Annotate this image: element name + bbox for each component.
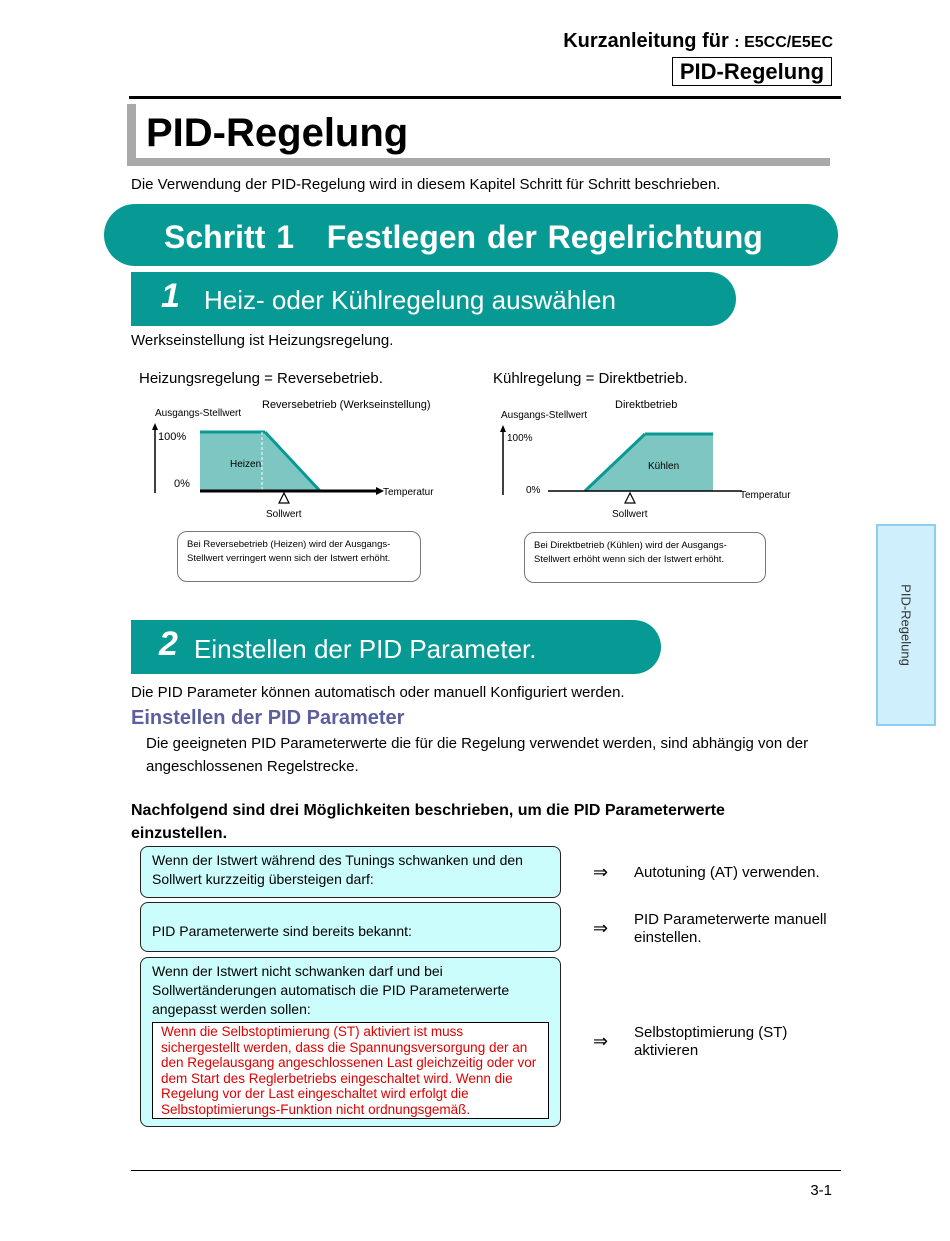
heating-marker-label: Sollwert: [266, 509, 302, 520]
cooling-y-top: 100%: [507, 433, 533, 444]
sub-title-2: Einstellen der PID Parameter.: [194, 634, 537, 664]
page-number: 3-1: [810, 1182, 832, 1199]
cooling-diagram: [490, 392, 810, 532]
methods-heading-line2: einzustellen.: [131, 825, 228, 842]
option-1-result: Autotuning (AT) verwenden.: [634, 864, 820, 881]
sub-number-1: 1: [161, 277, 180, 315]
cooling-area-label: Kühlen: [648, 461, 680, 472]
cooling-heading: Kühlregelung = Direktbetrieb.: [493, 370, 688, 387]
factory-setting-note: Werkseinstellung ist Heizungsregelung.: [131, 332, 394, 349]
heating-subtitle: Reversebetrieb (Werkseinstellung): [262, 399, 431, 411]
section-title: Einstellen der PID Parameter: [131, 707, 405, 729]
section-text-line1: Die geeigneten PID Parameterwerte die für die Regelung verwendet werden, sind abhängig von der: [146, 735, 809, 752]
heating-setpoint-marker: [279, 493, 289, 503]
option-1-condition: Wenn der Istwert während des Tunings schwanken und den Sollwert kurzzeitig übersteigen darf:: [140, 846, 561, 898]
cooling-xlabel: Temperatur: [740, 490, 791, 501]
option-3-box: [140, 957, 561, 1127]
footer-rule: [131, 1170, 841, 1171]
cooling-y-arrow: [500, 425, 506, 432]
heating-area-label: Heizen: [230, 459, 262, 470]
heating-heading: Heizungsregelung = Reversebetrieb.: [139, 370, 383, 387]
chapter-title: PID-Regelung: [127, 104, 830, 166]
side-tab-label: PID-Regelung: [898, 584, 914, 666]
section-label-box: PID-Regelung: [672, 57, 832, 86]
heating-y-bottom: 0%: [174, 478, 190, 490]
step-label: Schritt 1: [164, 219, 295, 255]
header-rule: [129, 96, 841, 99]
heating-y-arrow: [152, 423, 158, 430]
step-title: Festlegen der Regelrichtung: [326, 219, 763, 255]
option-2-condition: PID Parameterwerte sind bereits bekannt:: [140, 902, 561, 952]
option-3-result: Selbstoptimierung (ST) aktivieren: [634, 1024, 788, 1059]
sub-banner-1: [131, 272, 736, 326]
heating-ylabel: Ausgangs-Stellwert: [155, 408, 242, 419]
option-1-arrow: ⇒: [593, 862, 609, 882]
model-name: : E5CC/E5EC: [734, 34, 833, 51]
cooling-marker-label: Sollwert: [612, 509, 648, 520]
option-2-arrow: ⇒: [593, 918, 609, 938]
selftuning-warning: Wenn die Selbstoptimierung (ST) aktiviert ist muss sichergestellt werden, dass die Spannungsversorgung der an den Regelausgang angeschlossenen Last gleichzeitig oder vor dem Start des Reglerbetriebs eingeschaltet wird. Wenn die Regelung vor der Last eingeschaltet wird erfolgt die Selbstoptimierungs-Funktion nicht ordnungsgemäß.: [152, 1022, 549, 1119]
option-3-condition: Wenn der Istwert nicht schwanken darf und bei Sollwertänderungen automatisch die PID Parameterwerte angepasst werden sollen:: [152, 963, 510, 1017]
cooling-setpoint-marker: [625, 493, 635, 503]
cooling-y-bottom: 0%: [526, 485, 541, 496]
heating-xlabel: Temperatur: [383, 487, 434, 498]
option-2-result: PID Parameterwerte manuell einstellen.: [634, 911, 827, 946]
cooling-subtitle: Direktbetrieb: [615, 399, 678, 411]
sub-number-2: 2: [159, 625, 178, 663]
heating-y-top: 100%: [158, 431, 187, 443]
option-3-arrow: ⇒: [593, 1031, 609, 1051]
sub-banner-2: [131, 620, 661, 674]
cooling-ylabel: Ausgangs-Stellwert: [501, 410, 588, 421]
guide-title-text: Kurzanleitung für: [563, 30, 729, 52]
sub-title-1: Heiz- oder Kühlregelung auswählen: [204, 285, 616, 315]
heating-note: Bei Reversebetrieb (Heizen) wird der Ausgangs-Stellwert verringert wenn sich der Istwert erhöht.: [177, 531, 421, 582]
step-banner: [104, 204, 838, 266]
guide-title: [563, 30, 833, 53]
methods-heading-line1: Nachfolgend sind drei Möglichkeiten beschrieben, um die PID Parameterwerte: [131, 802, 725, 819]
pid-intro: Die PID Parameter können automatisch oder manuell Konfiguriert werden.: [131, 684, 625, 701]
section-text-line2: angeschlossenen Regelstrecke.: [146, 758, 359, 775]
cooling-note: Bei Direktbetrieb (Kühlen) wird der Ausgangs-Stellwert erhöht wenn sich der Istwert erhöht.: [524, 532, 766, 583]
heating-diagram: [140, 392, 460, 532]
side-tab[interactable]: [876, 524, 936, 726]
chapter-intro: Die Verwendung der PID-Regelung wird in diesem Kapitel Schritt für Schritt beschrieben.: [131, 176, 721, 193]
